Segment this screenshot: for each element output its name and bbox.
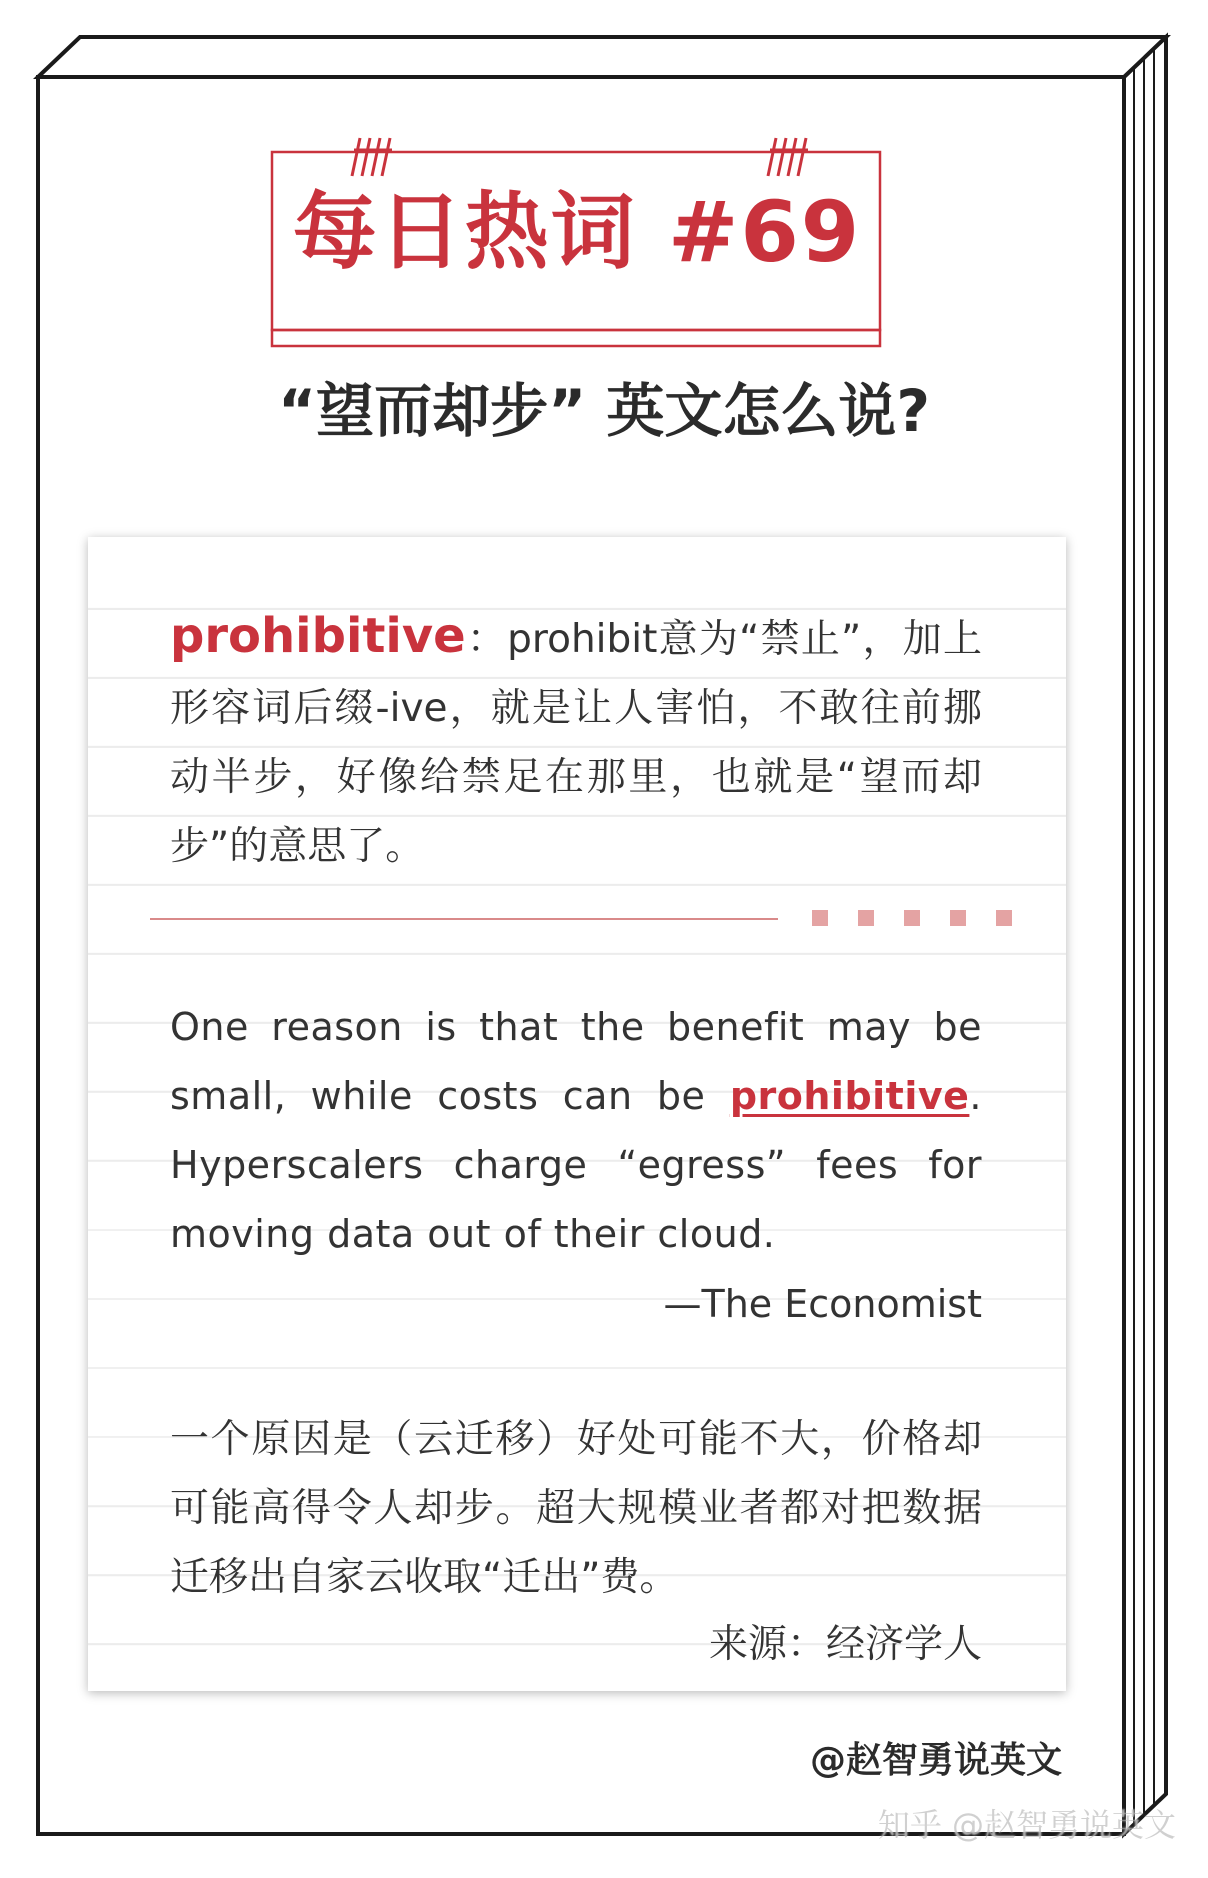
title-badge: [272, 150, 882, 345]
page-headline: “望而却步” 英文怎么说?: [277, 377, 931, 445]
divider-dot: [996, 910, 1012, 926]
definition-separator: ：: [465, 617, 508, 662]
watermark: 知乎 @赵智勇说英文: [877, 1806, 1176, 1844]
divider-dot: [858, 910, 874, 926]
badge-title: 每日热词 #69: [292, 183, 862, 281]
author-handle: @赵智勇说英文: [809, 1740, 1062, 1781]
divider-dot: [904, 910, 920, 926]
example-keyword: prohibitive: [729, 1074, 970, 1118]
example-after: . Hyperscalers charge “egress” fees for moving data out of their cloud.: [170, 1074, 982, 1256]
example-source: —The Economist: [663, 1282, 982, 1326]
example-before: One reason is that the benefit may be small, while costs can be: [170, 1005, 982, 1118]
book-top-edge: [38, 37, 1166, 77]
definition-text: prohibit意为“禁止”，加上形容词后缀-ive，就是让人害怕，不敢往前挪动半步，好像给禁足在那里，也就是“望而却步”的意思了。: [170, 617, 982, 869]
divider-dot: [812, 910, 828, 926]
section-divider-line: [150, 918, 778, 920]
example-sentence: [170, 993, 982, 1269]
divider-dot: [950, 910, 966, 926]
translation-paragraph: 一个原因是（云迁移）好处可能不大，价格却可能高得令人却步。超大规模业者都对把数据迁移出自家云收取“迁出”费。: [170, 1417, 982, 1600]
definition-paragraph: [170, 602, 982, 881]
translation-source: 来源：经济学人: [708, 1622, 982, 1667]
keyword: prohibitive: [170, 608, 466, 664]
